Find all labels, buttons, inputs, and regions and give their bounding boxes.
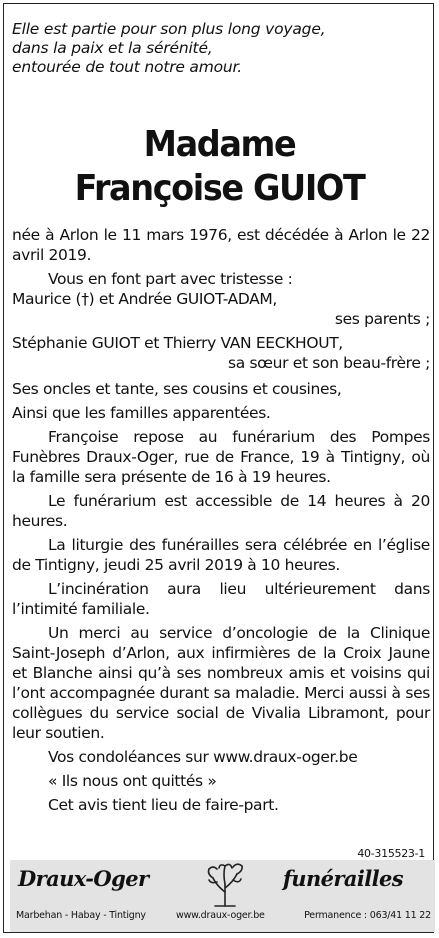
liturgy-paragraph: La liturgie des funérailles sera célébrée en l’église de Tintigny, jeudi 25 avril 2019 à 10 heures. <box>12 536 430 574</box>
quote-line: « Ils nous ont quittés » <box>48 772 217 790</box>
website-link[interactable]: www.draux-oger.be <box>176 910 265 921</box>
deceased-name: Françoise GUIOT <box>74 168 365 209</box>
death-notice <box>3 3 434 933</box>
verse-line: dans la paix et la sérénité, <box>12 39 213 57</box>
funeral-home-footer <box>10 860 435 932</box>
sister-names: Stéphanie GUIOT et Thierry VAN EECKHOUT, <box>12 334 343 352</box>
parents-names: Maurice (†) et Andrée GUIOT-ADAM, <box>12 290 278 308</box>
uncles-line: Ses oncles et tante, ses cousins et cousines, <box>12 380 342 398</box>
notice-body <box>12 225 430 819</box>
condolences-line: Vos condoléances sur www.draux-oger.be <box>48 748 358 766</box>
locations-text: Marbehan - Habay - Tintigny <box>16 910 146 921</box>
cremation-paragraph: L’incinération aura lieu ultérieurement dans l’intimité familiale. <box>12 580 430 618</box>
announce-line: Vous en font part avec tristesse : <box>48 270 293 288</box>
verse-line: Elle est partie pour son plus long voyage, <box>12 20 326 38</box>
opening-verse <box>12 20 432 77</box>
faire-part-line: Cet avis tient lieu de faire-part. <box>48 796 279 814</box>
verse-line: entourée de tout notre amour. <box>12 58 243 76</box>
parents-role: ses parents ; <box>334 310 430 328</box>
funerarium-paragraph: Françoise repose au funérarium des Pompes Funèbres Draux-Oger, rue de France, 19 à Tintigny, où la famille sera présente de 16 à 19 heures. <box>12 428 430 486</box>
brand-name: Draux-Oger <box>18 866 149 891</box>
reference-number: 40-315523-1 <box>357 847 425 860</box>
deceased-title: Madame <box>143 124 296 165</box>
birth-death-paragraph: née à Arlon le 11 mars 1976, est décédée à Arlon le 22 avril 2019. <box>12 226 430 264</box>
thanks-paragraph: Un merci au service d’oncologie de la Clinique Saint-Joseph d’Arlon, aux infirmières de la Croix Jaune et Blanche ainsi qu’à ses nombreux amis et voisins qui l’ont accompagnée durant sa maladie. Merci aussi à ses collègues du service social de Vivalia Libramont, pour leur soutien. <box>12 624 430 742</box>
permanence-phone: Permanence : 063/41 11 22 <box>304 910 431 921</box>
tree-icon <box>203 862 247 908</box>
sister-role: sa sœur et son beau-frère ; <box>228 354 430 372</box>
access-paragraph: Le funérarium est accessible de 14 heures à 20 heures. <box>12 492 430 530</box>
families-line: Ainsi que les familles apparentées. <box>12 404 271 422</box>
service-name: funérailles <box>282 866 403 891</box>
